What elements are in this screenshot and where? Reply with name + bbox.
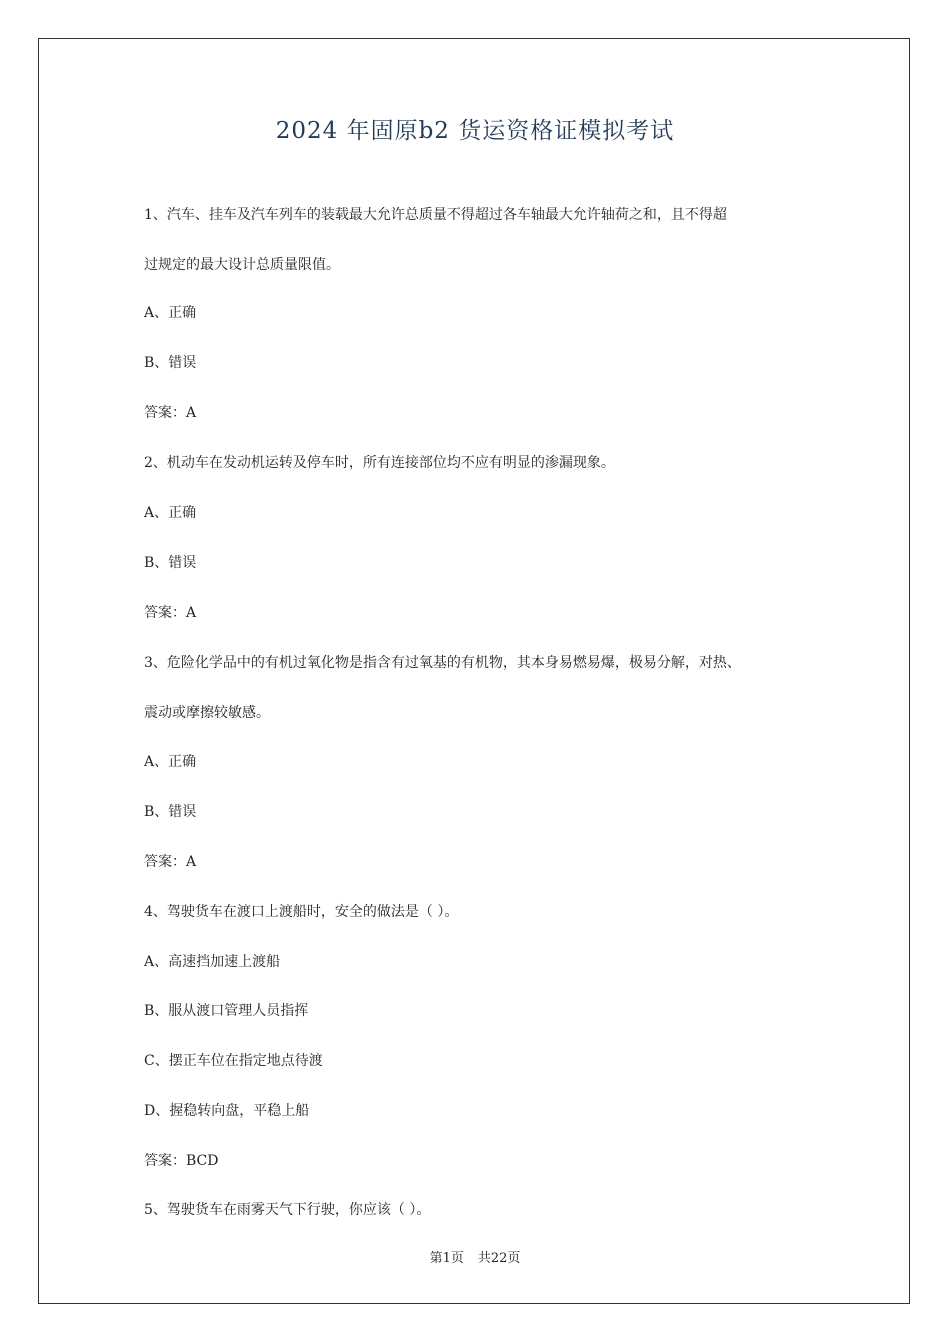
question-1-option-a: A、正确 <box>144 305 197 321</box>
page-number: 第1页 <box>429 1251 464 1266</box>
question-2-option-a: A、正确 <box>144 505 197 521</box>
question-3-answer: 答案：A <box>144 854 197 870</box>
question-3-text-line-1: 3、危险化学品中的有机过氧化物是指含有过氧基的有机物，其本身易燃易爆，极易分解，对热、 <box>144 655 741 671</box>
question-4-option-a: A、高速挡加速上渡船 <box>144 954 281 970</box>
question-2-text: 2、机动车在发动机运转及停车时，所有连接部位均不应有明显的渗漏现象。 <box>144 455 615 471</box>
question-1-text-line-1: 1、汽车、挂车及汽车列车的装载最大允许总质量不得超过各车轴最大允许轴荷之和，且不得超 <box>144 207 727 223</box>
document-title: 2024 年固原b2 货运资格证模拟考试 <box>275 118 675 144</box>
question-4-option-c: C、摆正车位在指定地点待渡 <box>144 1053 323 1069</box>
question-4-answer: 答案：BCD <box>144 1153 219 1169</box>
question-2-answer: 答案：A <box>144 605 197 621</box>
question-4-option-d: D、握稳转向盘，平稳上船 <box>144 1103 310 1119</box>
question-4-text: 4、驾驶货车在渡口上渡船时，安全的做法是（ ）。 <box>144 904 459 920</box>
page-footer <box>0 1247 950 1266</box>
question-4-option-b: B、服从渡口管理人员指挥 <box>144 1003 309 1019</box>
page-total: 共22页 <box>477 1251 521 1266</box>
question-1-option-b: B、错误 <box>144 355 197 371</box>
question-3-option-a: A、正确 <box>144 754 197 770</box>
question-2-option-b: B、错误 <box>144 555 197 571</box>
question-3-option-b: B、错误 <box>144 804 197 820</box>
question-1-answer: 答案：A <box>144 405 197 421</box>
question-1-text-line-2: 过规定的最大设计总质量限值。 <box>144 257 340 273</box>
question-3-text-line-2: 震动或摩擦较敏感。 <box>144 705 270 721</box>
question-5-text: 5、驾驶货车在雨雾天气下行驶，你应该（ ）。 <box>144 1202 431 1218</box>
